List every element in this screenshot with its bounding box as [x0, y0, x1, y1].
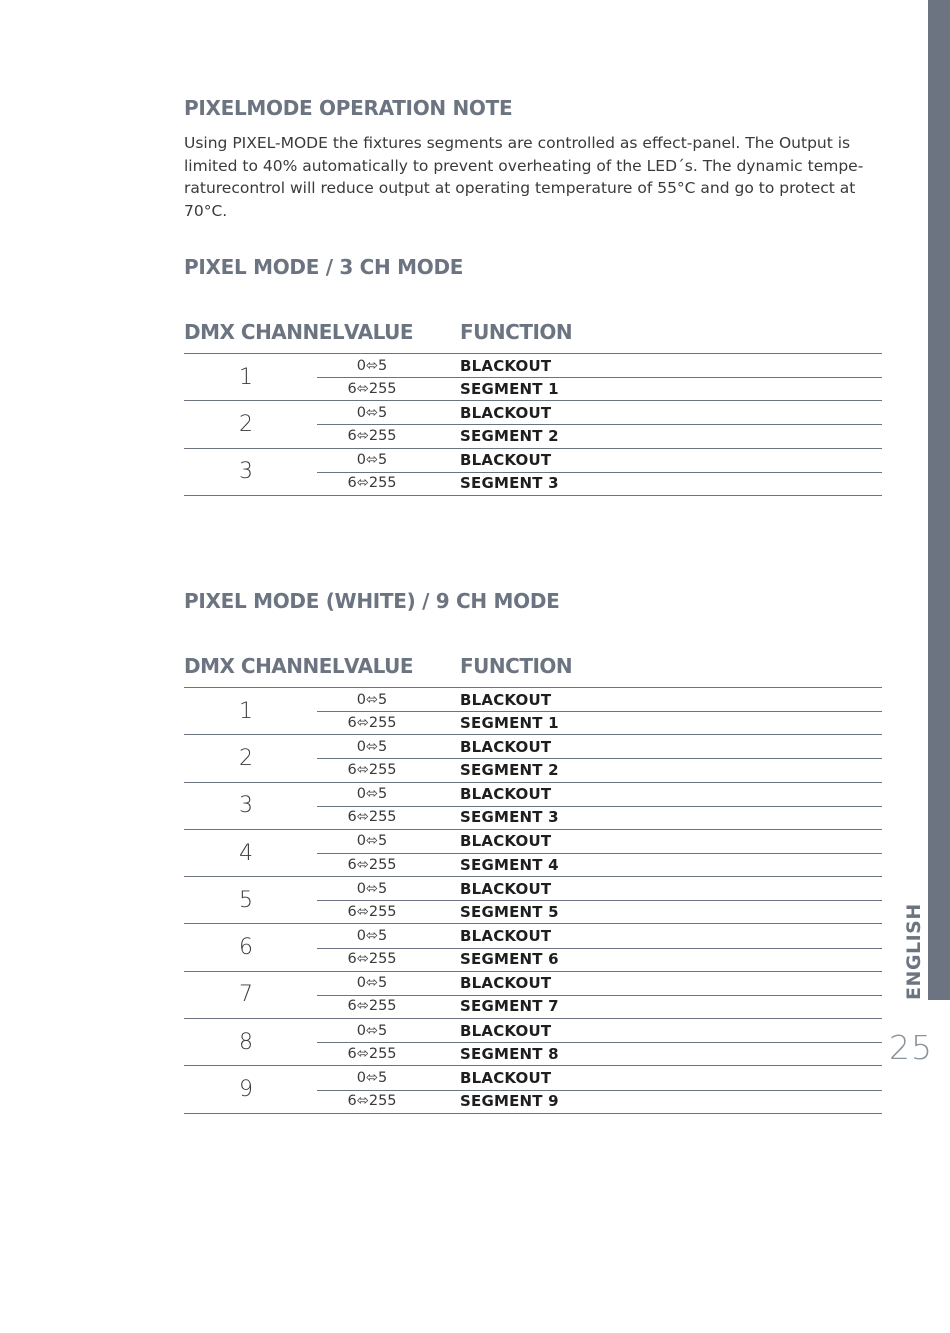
- note-line: Using PIXEL-MODE the fixtures segments are controlled as effect-panel. The Output is: [184, 134, 851, 152]
- header-dmx-channel: DMX CHANNEL: [184, 654, 345, 678]
- header-value: VALUE: [344, 320, 414, 344]
- value-range-row: [317, 377, 882, 400]
- header-function: FUNCTION: [460, 654, 573, 678]
- value-range-row: [317, 354, 882, 378]
- dmx-function: SEGMENT 3: [460, 474, 559, 493]
- channel-number: 5: [239, 887, 253, 913]
- dmx-value: 0⬄5: [356, 928, 388, 945]
- value-range-row: [317, 995, 882, 1018]
- dmx-function: SEGMENT 7: [460, 997, 559, 1016]
- value-range-row: [317, 924, 882, 948]
- dmx-function: SEGMENT 4: [460, 855, 559, 874]
- dmx-function: BLACKOUT: [460, 403, 552, 422]
- channel-number: 7: [239, 982, 253, 1008]
- dmx-function: BLACKOUT: [460, 1068, 552, 1087]
- channel-number: 4: [239, 840, 253, 866]
- value-range-row: [317, 830, 882, 854]
- dmx-value: 6⬄255: [347, 903, 397, 920]
- value-range-row: [317, 711, 882, 734]
- note-line: raturecontrol will reduce output at operating temperature of 55°C and go to protect at: [184, 179, 856, 198]
- dmx-value: 0⬄5: [356, 833, 388, 850]
- channel-number: 9: [239, 1077, 253, 1103]
- table-row: [184, 735, 882, 782]
- dmx-function: SEGMENT 1: [460, 713, 559, 732]
- operation-note-title: PIXELMODE OPERATION NOTE: [184, 96, 513, 120]
- table-row: [184, 924, 882, 971]
- value-range-row: [317, 948, 882, 971]
- header-function: FUNCTION: [460, 320, 573, 344]
- channel-number: 8: [239, 1029, 253, 1055]
- dmx-function: SEGMENT 9: [460, 1092, 559, 1111]
- value-range-row: [317, 401, 882, 425]
- value-range-row: [317, 783, 882, 807]
- dmx-value: 0⬄5: [356, 1022, 388, 1039]
- table-row: [184, 1066, 882, 1113]
- table-row: [184, 972, 882, 1019]
- value-range-row: [317, 424, 882, 447]
- dmx-function: SEGMENT 5: [460, 902, 559, 921]
- value-range-row: [317, 449, 882, 473]
- dmx-function: SEGMENT 6: [460, 950, 559, 969]
- dmx-function: BLACKOUT: [460, 356, 552, 375]
- language-label: ENGLISH: [903, 903, 925, 1000]
- dmx-value: 6⬄255: [347, 809, 397, 826]
- dmx-function: BLACKOUT: [460, 737, 552, 756]
- dmx-function: BLACKOUT: [460, 832, 552, 851]
- value-range-row: [317, 758, 882, 781]
- value-range-row: [317, 806, 882, 829]
- channel-number: 1: [239, 698, 253, 724]
- table-row: [184, 354, 882, 401]
- dmx-value: 0⬄5: [356, 975, 388, 992]
- channel-number: 1: [239, 364, 253, 390]
- table-row: [184, 449, 882, 496]
- value-range-row: [317, 877, 882, 901]
- dmx-value: 6⬄255: [347, 1093, 397, 1110]
- dmx-value: 0⬄5: [356, 1069, 388, 1086]
- value-range-row: [317, 1019, 882, 1043]
- dmx-function: BLACKOUT: [460, 927, 552, 946]
- dmx-value: 0⬄5: [356, 452, 388, 469]
- page-number: 25: [889, 1028, 933, 1067]
- table-row: [184, 688, 882, 735]
- dmx-value: 6⬄255: [347, 998, 397, 1015]
- channel-number: 2: [239, 745, 253, 771]
- value-range-row: [317, 853, 882, 876]
- dmx-value: 0⬄5: [356, 357, 388, 374]
- note-line: limited to 40% automatically to prevent overheating of the LED´s. The dynamic tempe-: [184, 156, 864, 175]
- dmx-value: 6⬄255: [347, 762, 397, 778]
- note-line: 70°C.: [184, 201, 228, 220]
- value-range-row: [317, 735, 882, 759]
- value-range-row: [317, 900, 882, 923]
- dmx-function: BLACKOUT: [460, 785, 552, 804]
- dmx-function: SEGMENT 8: [460, 1044, 559, 1063]
- operation-note-body: [184, 132, 884, 222]
- value-range-row: [317, 1066, 882, 1090]
- dmx-value: 6⬄255: [347, 380, 397, 397]
- header-dmx-channel: DMX CHANNEL: [184, 320, 345, 344]
- table-rows: [184, 687, 882, 1114]
- dmx-function: BLACKOUT: [460, 974, 552, 993]
- dmx-value: 6⬄255: [347, 714, 397, 731]
- table-row: [184, 783, 882, 830]
- dmx-value: 0⬄5: [356, 786, 388, 803]
- channel-number: 2: [239, 411, 253, 437]
- dmx-value: 6⬄255: [347, 951, 397, 968]
- table-rows: [184, 353, 882, 496]
- dmx-value: 0⬄5: [356, 404, 388, 421]
- value-range-row: [317, 472, 882, 495]
- dmx-value: 0⬄5: [356, 738, 388, 755]
- dmx-value: 6⬄255: [347, 475, 397, 492]
- dmx-function: SEGMENT 1: [460, 379, 559, 398]
- dmx-value: 0⬄5: [356, 880, 388, 897]
- channel-number: 6: [239, 935, 253, 961]
- dmx-function: BLACKOUT: [460, 879, 552, 898]
- dmx-value: 0⬄5: [356, 691, 388, 708]
- channel-number: 3: [239, 793, 253, 819]
- header-value: VALUE: [344, 654, 414, 678]
- dmx-value: 6⬄255: [347, 856, 397, 873]
- dmx-function: BLACKOUT: [460, 451, 552, 470]
- value-range-row: [317, 1090, 882, 1113]
- dmx-function: SEGMENT 3: [460, 808, 559, 827]
- table-9ch-title: PIXEL MODE (WHITE) / 9 CH MODE: [184, 589, 560, 613]
- value-range-row: [317, 1042, 882, 1065]
- channel-number: 3: [239, 459, 253, 485]
- value-range-row: [317, 688, 882, 712]
- table-row: [184, 401, 882, 448]
- dmx-value: 6⬄255: [347, 428, 397, 444]
- dmx-value: 6⬄255: [347, 1045, 397, 1062]
- table-row: [184, 1019, 882, 1066]
- dmx-function: BLACKOUT: [460, 1021, 552, 1040]
- table-row: [184, 830, 882, 877]
- dmx-function: SEGMENT 2: [460, 427, 559, 445]
- table-row: [184, 877, 882, 924]
- table-3ch-title: PIXEL MODE / 3 CH MODE: [184, 255, 464, 279]
- value-range-row: [317, 972, 882, 996]
- dmx-function: BLACKOUT: [460, 690, 552, 709]
- sidebar-accent-bar: [928, 0, 950, 1000]
- dmx-function: SEGMENT 2: [460, 761, 559, 779]
